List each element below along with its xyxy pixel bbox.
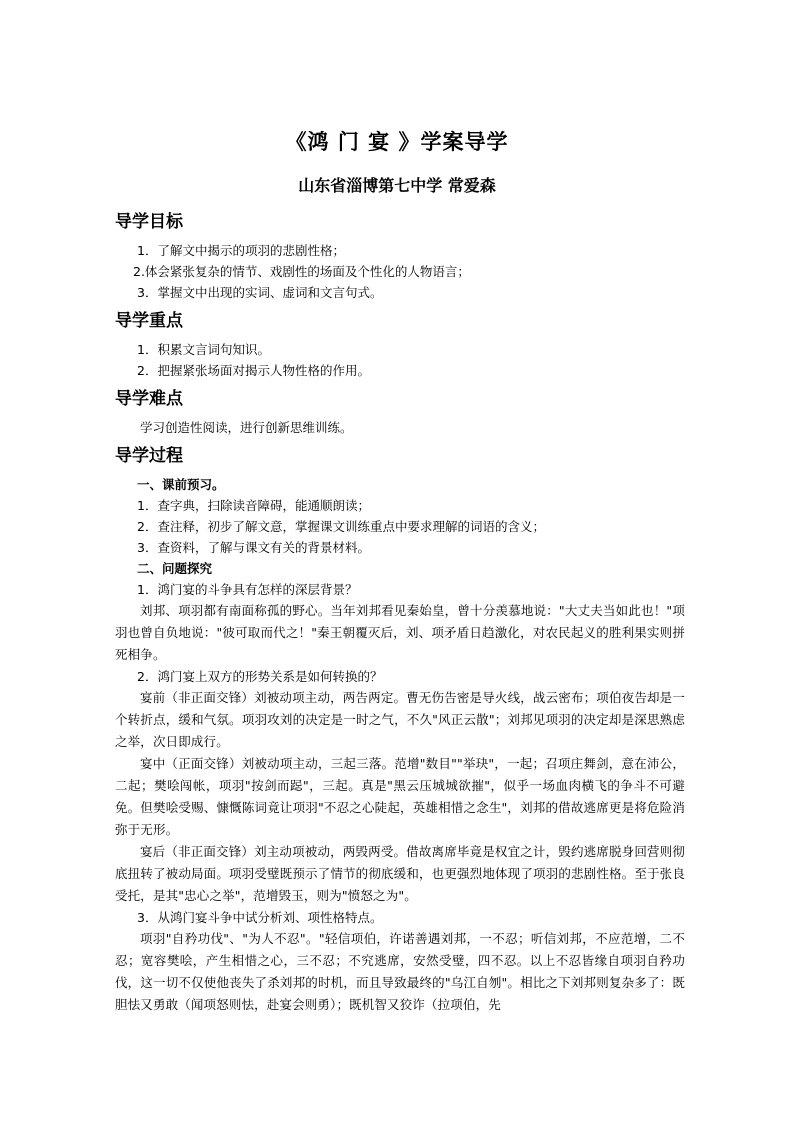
preview-item: 2．查注释，初步了解文意，掌握课文训练重点中要求理解的词语的含义； [137, 519, 545, 534]
objectives-heading: 导学目标 [115, 212, 183, 232]
question-2-answer-during: 宴中（正面交锋）刘被动项主动，三起三落。范增"数目""举玦"，一起；召项庄舞剑，意在沛公，二起；樊哙闯帐，项羽"按剑而跽"，三起。真是"黑云压城城欲摧"，似乎一场血肉横飞的争斗不可避免。但樊哙受赐、慷慨陈词竟让项羽"不忍之心陡起，英雄相惜之念生"，刘邦的借故逃席更是将危险消弥于无形。 [115, 756, 685, 837]
document-body [115, 210, 685, 1022]
process-heading: 导学过程 [115, 446, 183, 466]
key-point-item: 1．积累文言词句知识。 [137, 342, 270, 357]
question-2-answer-before: 宴前（非正面交锋）刘被动项主动，两告两定。曹无伤告密是导火线，战云密布；项伯夜告却是一个转折点，缓和气氛。项羽攻刘的决定是一时之气，不久"风正云散"；刘邦见项羽的决定却是深思熟虑之举，次日即成行。 [115, 690, 685, 749]
preview-title: 一、课前预习。 [137, 477, 225, 492]
objective-item: 3．掌握文中出现的实词、虚词和文言句式。 [137, 285, 383, 300]
objective-item: 2.体会紧张复杂的情节、戏剧性的场面及个性化的人物语言； [133, 264, 470, 279]
question-2: 2．鸿门宴上双方的形势关系是如何转换的？ [137, 669, 383, 684]
preview-item: 3．查资料，了解与课文有关的背景材料。 [137, 540, 370, 555]
key-points-heading: 导学重点 [115, 311, 183, 331]
question-1: 1．鸿门宴的斗争具有怎样的深层背景？ [137, 582, 358, 597]
difficulties-heading: 导学难点 [115, 389, 183, 409]
key-points-section [115, 309, 685, 381]
inquiry-title: 二、问题探究 [137, 561, 213, 576]
objective-item: 1．了解文中揭示的项羽的悲剧性格； [137, 243, 345, 258]
objectives-section [115, 210, 685, 303]
document-author: 山东省淄博第七中学 常爱森 [298, 176, 496, 195]
question-2-answer-after: 宴后（非正面交锋）刘主动项被动，两毁两受。借故离席毕竟是权宜之计，毁约逃席脱身回营则彻底扭转了被动局面。项羽受璧既预示了情节的彻底缓和，也更强烈地体现了项羽的悲剧性格。至于张良受托，是其"忠心之举"，范增毁玉，则为"愤怒之为"。 [115, 844, 685, 903]
question-3-answer: 项羽"自矜功伐"、"为人不忍"。"轻信项伯，许诺善遇刘邦，一不忍；听信刘邦，不应范增，二不忍；宽容樊哙，产生相惜之心，三不忍；不究逃席，安然受璧，四不忍。以上不忍皆缘自项羽自矜功伐，这一切不仅使他丧失了杀刘邦的时机，而且导致最终的"乌江自刎"。相比之下刘邦则复杂多了：既胆怯又勇敢（闻项怒则怯，赴宴会则勇）；既机智又狡诈（拉项伯，先 [115, 931, 685, 1012]
key-point-item: 2．把握紧张场面对揭示人物性格的作用。 [137, 363, 370, 378]
preview-item: 1．查字典，扫除读音障碍，能通顺朗读； [137, 498, 370, 513]
question-3: 3．从鸿门宴斗争中试分析刘、项性格特点。 [137, 910, 383, 925]
difficulty-item: 学习创造性阅读，进行创新思维训练。 [140, 420, 353, 435]
document-title: 《鸿 门 宴 》学案导学 [285, 129, 509, 154]
process-section [115, 444, 685, 1016]
difficulties-section [115, 387, 685, 438]
question-1-answer: 刘邦、项羽都有南面称孤的野心。当年刘邦看见秦始皇，曾十分羡慕地说："大丈夫当如此也！"项羽也曾自负地说："彼可取而代之！"秦王朝覆灭后，刘、项矛盾日趋激化，对农民起义的胜利果实则拼死相争。 [115, 603, 685, 662]
